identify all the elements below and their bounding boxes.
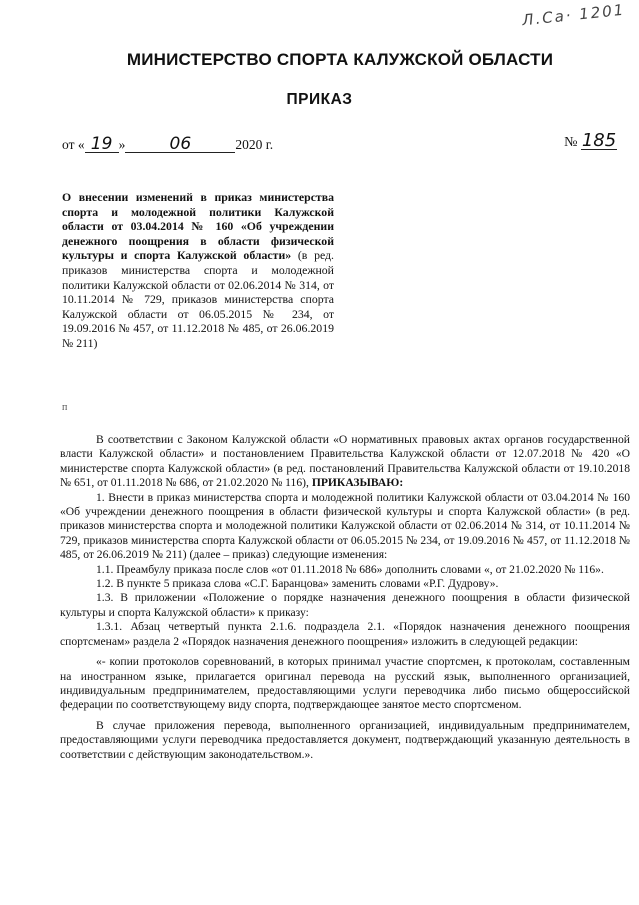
quote-paragraph-1: «- копии протоколов соревнований, в которых принимал участие спортсмен, к протоколам, составленным на иностранном языке, прилагается оригинал перевода на русский язык, выполненного организацией, индивидуальным предпринимателем, предоставляющими услуги переводчика либо письмо общероссийской федерации по соответствующему виду спорта, подтверждающее занятое место спортсменом. (60, 655, 630, 712)
number-prefix: № (564, 135, 578, 150)
subject-normal: (в ред. приказов министерства спорта и молодежной политики Калужской области от 02.06.2014 № 314, от 10.11.2014 № 729, приказов министерства спорта Калужской области от 06.05.2015 № 234, от 19.09.2016 № 457, от 11.12.2018 № 485, от 26.06.2019 № 211) (62, 248, 335, 350)
subject-bold: О внесении изменений в приказ министерства спорта и молодежной политики Калужской области от 03.04.2014 № 160 «Об учреждении денежного поощрения в области физической культуры и спорта Калужской области» (62, 190, 334, 263)
number-value: 185 (581, 130, 617, 151)
order-word: ПРИКАЗЫВАЮ: (311, 476, 404, 490)
paragraph-1-3-1: 1.3.1. Абзац четвертый пункта 2.1.6. подраздела 2.1. «Порядок назначения денежного поощрения спортсменам» раздела 2 «Порядок назначения денежного поощрения» изложить в следующей редакции: (60, 620, 630, 648)
paragraph-1: 1. Внести в приказ министерства спорта и молодежной политики Калужской области от 03.04.2014 № 160 «Об учреждении денежного поощрения в области физической культуры и спорта Калужской области» (в ред. приказов министерства спорта и молодежной политики Калужской области от 02.06.2014 № 314, от 10.11.2014 № 729, приказов министерства спорта Калужской области от 06.05.2015 № 234, от 19.09.2016 № 457, от 11.12.2018 № 485, от 26.06.2019 № 211) (далее – приказ) следующие изменения: (60, 490, 630, 562)
date-mid: » (118, 137, 126, 152)
handwritten-annotation: Л.Са· 1201 (520, 0, 626, 30)
ministry-header: МИНИСТЕРСТВО СПОРТА КАЛУЖСКОЙ ОБЛАСТИ (126, 50, 554, 69)
date-day: 19 (85, 137, 119, 153)
order-date (62, 134, 274, 154)
document-type-title: ПРИКАЗ (286, 91, 353, 108)
margin-mark: п (62, 402, 68, 413)
date-prefix: от « (62, 137, 85, 152)
date-month: 06 (125, 137, 235, 153)
quote-paragraph-2: В случае приложения перевода, выполненного организацией, индивидуальным предпринимателем, предоставляющими услуги переводчика предоставляется документ, подтверждающий указанную деятельность в соответствии с действующим законодательством.». (60, 718, 630, 761)
order-subject (62, 190, 334, 351)
paragraph-1-3: 1.3. В приложении «Положение о порядке назначения денежного поощрения в области физической культуры и спорта Калужской области» к приказу: (60, 591, 630, 619)
order-body (60, 433, 630, 762)
paragraph-1-1: 1.1. Преамбулу приказа после слов «от 01.11.2018 № 686» дополнить словами «, от 21.02.2020 № 116». (96, 562, 604, 576)
preamble-paragraph (60, 433, 630, 491)
date-year: 2020 г. (235, 137, 274, 152)
order-number (564, 130, 617, 151)
preamble-text: В соответствии с Законом Калужской области «О нормативных правовых актах органов государственной власти Калужской области» и постановлением Правительства Калужской области от 12.07.2018 № 420 «О министерстве спорта Калужской области» (в ред. постановлений Правительства Калужской области от 19.10.2018 № 651, от 01.11.2018 № 686, от 21.02.2020 № 116), (60, 433, 630, 490)
paragraph-1-2: 1.2. В пункте 5 приказа слова «С.Г. Баранцова» заменить словами «Р.Г. Дудрову». (96, 577, 499, 591)
